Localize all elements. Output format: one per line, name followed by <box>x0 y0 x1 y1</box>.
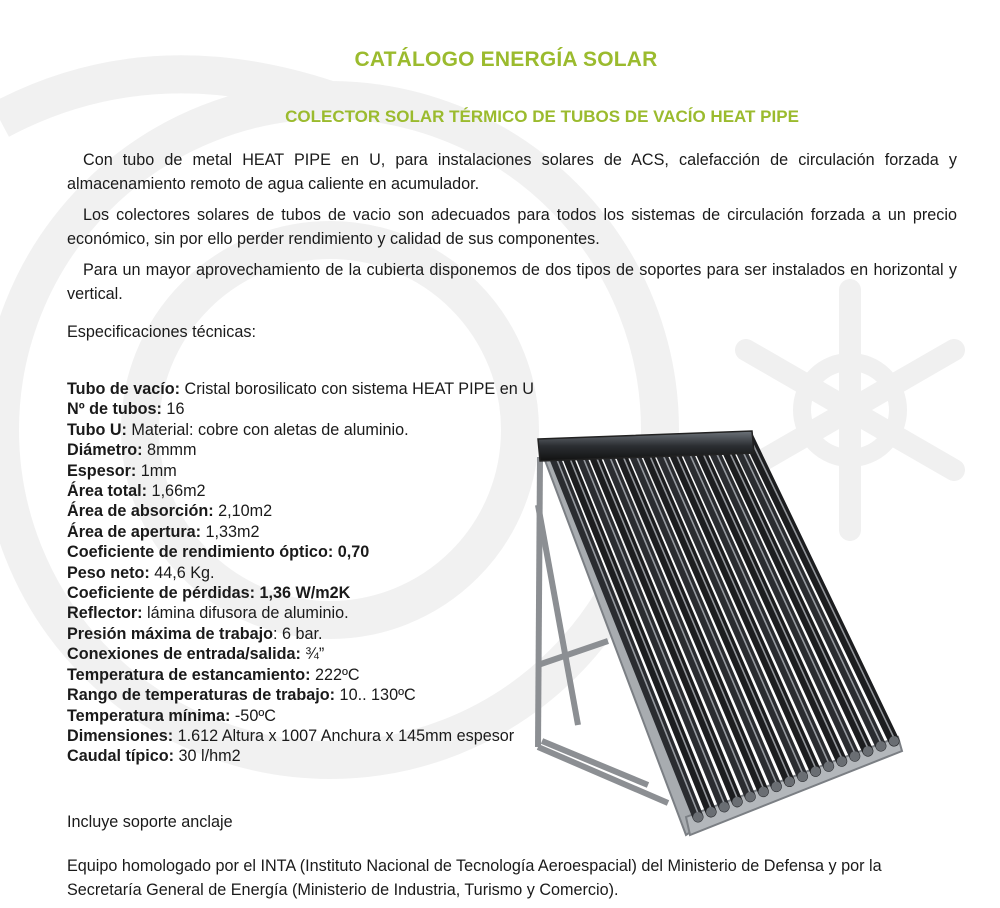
spec-value: Cristal borosilicato con sistema HEAT PIPE en U <box>180 380 534 398</box>
spec-label: Coeficiente de pérdidas: <box>67 584 255 603</box>
spec-value: 30 l/hm2 <box>174 747 241 766</box>
tube-end-cap <box>693 812 703 822</box>
spec-value: Material: cobre con aletas de aluminio. <box>126 420 409 439</box>
tube-end-cap <box>824 761 834 771</box>
tube-end-cap <box>732 797 742 807</box>
spec-label: Dimensiones: <box>67 726 174 745</box>
spec-item <box>67 399 627 419</box>
tube-end-cap <box>706 807 716 817</box>
page-subtitle: COLECTOR SOLAR TÉRMICO DE TUBOS DE VACÍO HEAT PIPE <box>285 107 799 126</box>
tube-end-cap <box>837 756 847 766</box>
spec-value: 0,70 <box>333 543 370 562</box>
spec-label: Presión máxima de trabajo <box>67 624 274 643</box>
spec-label: Área total: <box>67 482 148 501</box>
spec-value: ¾” <box>300 645 325 664</box>
spec-value: 2,10m2 <box>213 502 273 521</box>
tube-end-cap <box>876 741 886 751</box>
tube-end-cap <box>745 792 755 802</box>
spec-value: 1.612 Altura x 1007 Anchura x 145mm espesor <box>173 726 515 745</box>
tube-end-cap <box>758 787 768 797</box>
spec-label: Diámetro: <box>67 441 143 460</box>
spec-label: Temperatura de estancamiento: <box>67 665 311 684</box>
spec-label: Área de apertura: <box>67 522 202 541</box>
spec-value: -50ºC <box>230 706 276 725</box>
solar-collector-image <box>508 425 908 845</box>
tube-end-cap <box>863 746 873 756</box>
spec-value: 1,66m2 <box>147 482 206 501</box>
spec-label: Reflector: <box>67 604 143 623</box>
spec-label: Nº de tubos: <box>67 400 162 419</box>
certification-note: Equipo homologado por el INTA (Instituto Nacional de Tecnología Aeroespacial) del Ministerio de Defensa y por la Secretaría General de Energía (Ministerio de Industria, Turismo y Comercio). <box>67 857 882 899</box>
tube-end-cap <box>771 782 781 792</box>
spec-label: Temperatura mínima: <box>67 706 231 725</box>
specs-heading: Especificaciones técnicas: <box>67 323 256 341</box>
spec-value: : 6 bar. <box>273 624 323 643</box>
spec-label: Espesor: <box>67 461 137 480</box>
spec-label: Área de absorción: <box>67 502 214 521</box>
spec-label: Rango de temperaturas de trabajo: <box>67 686 336 705</box>
spec-label: Conexiones de entrada/salida: <box>67 645 301 664</box>
intro-paragraph-2: Los colectores solares de tubos de vacio son adecuados para todos los sistemas de circulación forzada a un precio económico, sin por ello perder rendimiento y calidad de sus componentes. <box>67 206 957 248</box>
spec-value: 44,6 Kg. <box>149 563 215 582</box>
spec-value: lámina difusora de aluminio. <box>142 604 349 623</box>
tube-end-cap <box>784 777 794 787</box>
tube-end-cap <box>811 766 821 776</box>
page-title: CATÁLOGO ENERGÍA SOLAR <box>354 48 658 71</box>
spec-value: 1,36 W/m2K <box>255 584 351 603</box>
spec-label: Tubo U: <box>67 420 127 439</box>
spec-value: 10.. 130ºC <box>335 686 416 705</box>
spec-value: 16 <box>161 400 185 419</box>
tube-end-cap <box>719 802 729 812</box>
spec-item <box>67 379 627 399</box>
spec-value: 1mm <box>136 461 177 480</box>
spec-value: 1,33m2 <box>201 522 260 541</box>
spec-label: Tubo de vacío: <box>67 380 181 398</box>
spec-label: Peso neto: <box>67 563 150 582</box>
spec-value: 222ºC <box>310 665 360 684</box>
includes-note: Incluye soporte anclaje <box>67 813 233 831</box>
spec-label: Coeficiente de rendimiento óptico: <box>67 543 334 562</box>
tube-end-cap <box>889 736 899 746</box>
spec-label: Caudal típico: <box>67 747 175 766</box>
intro-paragraph-3: Para un mayor aprovechamiento de la cubierta disponemos de dos tipos de soportes para ser instalados en horizontal y vertical. <box>67 261 957 303</box>
tube-end-cap <box>798 771 808 781</box>
intro-paragraph-1: Con tubo de metal HEAT PIPE en U, para instalaciones solares de ACS, calefacción de circulación forzada y almacenamiento remoto de agua caliente en acumulador. <box>67 151 957 193</box>
tube-end-cap <box>850 751 860 761</box>
spec-value: 8mmm <box>142 441 197 460</box>
